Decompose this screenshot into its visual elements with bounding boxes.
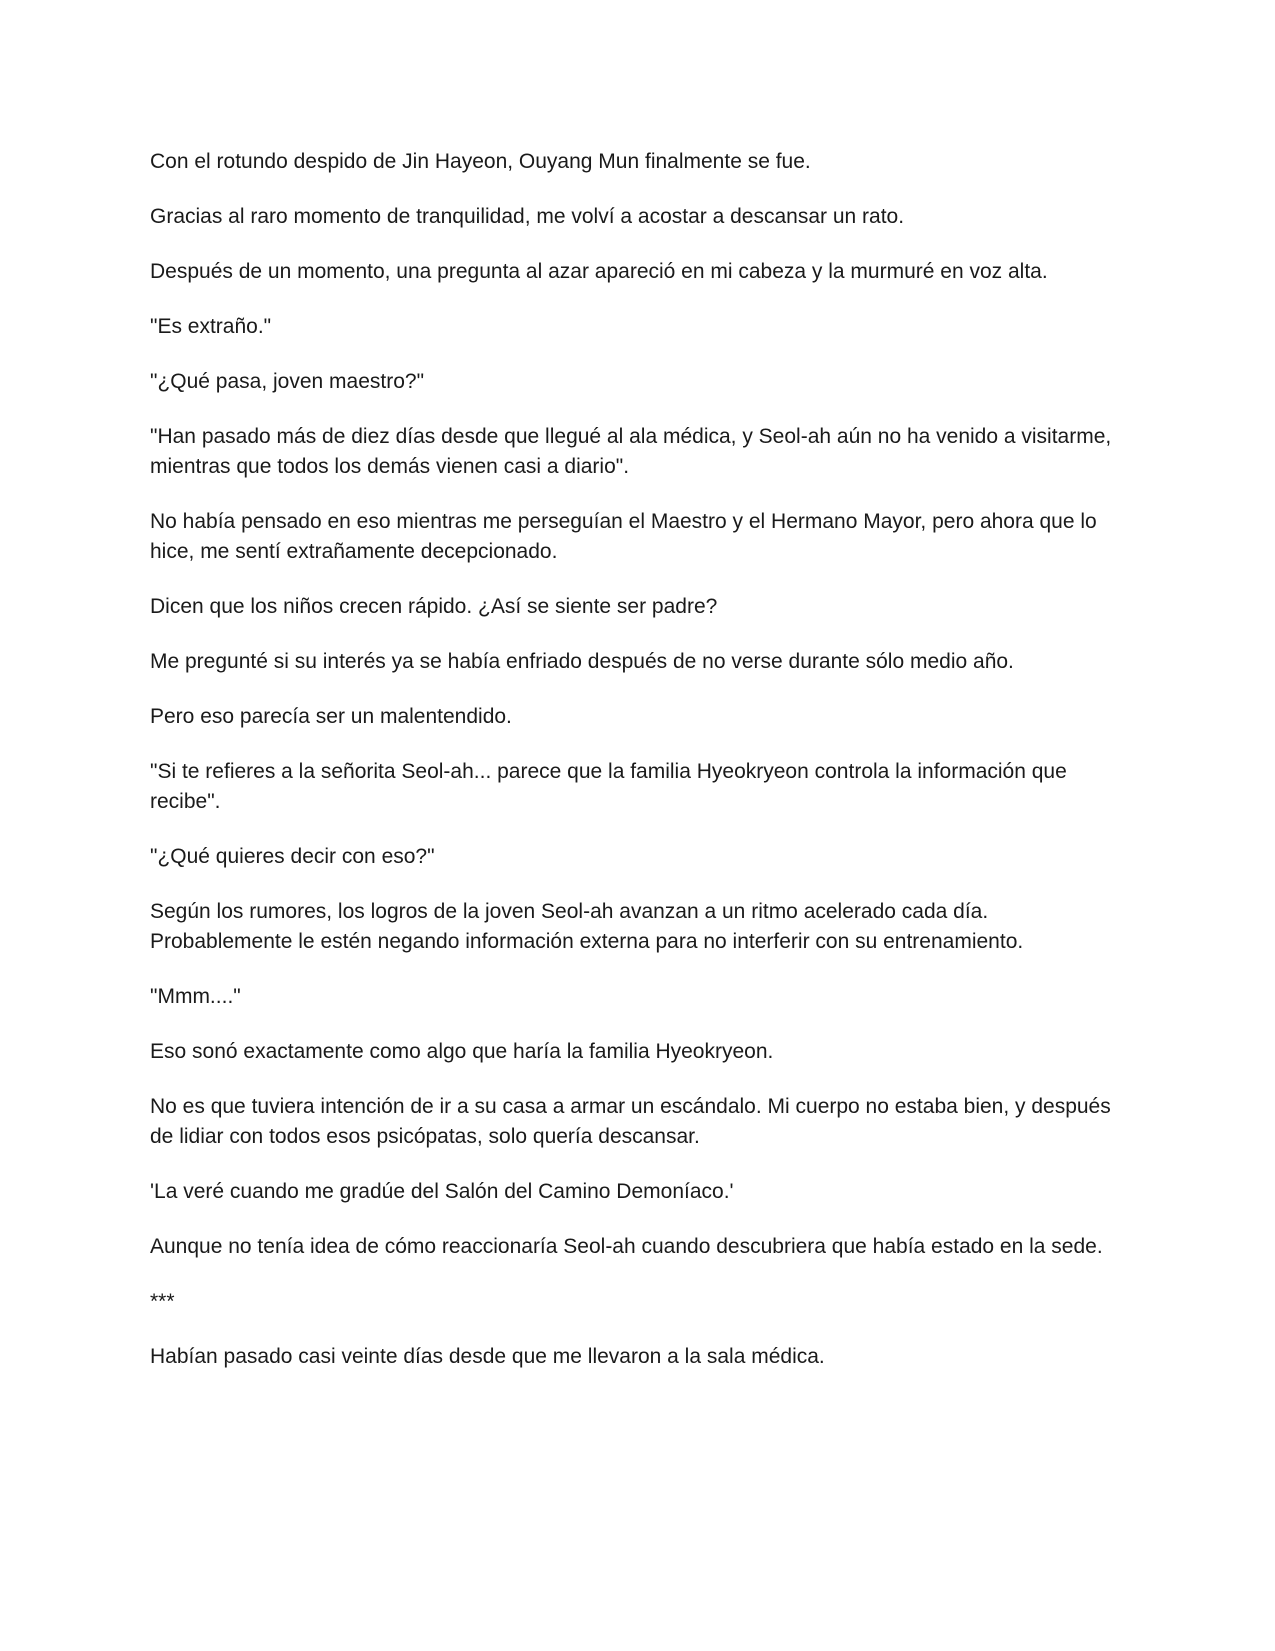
paragraph: "Han pasado más de diez días desde que llegué al ala médica, y Seol-ah aún no ha venido a visitarme, mientras que todos los demás vienen casi a diario". [150, 425, 1112, 478]
paragraph: "Si te refieres a la señorita Seol-ah... parece que la familia Hyeokryeon controla la información que recibe". [150, 760, 1067, 813]
paragraph: Gracias al raro momento de tranquilidad, me volví a acostar a descansar un rato. [150, 205, 905, 228]
paragraph: "Es extraño." [150, 315, 272, 338]
paragraph: Con el rotundo despido de Jin Hayeon, Ouyang Mun finalmente se fue. [150, 150, 811, 173]
paragraph: 'La veré cuando me gradúe del Salón del Camino Demoníaco.' [150, 1180, 734, 1203]
paragraph: Después de un momento, una pregunta al azar apareció en mi cabeza y la murmuré en voz alta. [150, 260, 1048, 283]
paragraph: Me pregunté si su interés ya se había enfriado después de no verse durante sólo medio año. [150, 650, 1014, 673]
paragraph: Pero eso parecía ser un malentendido. [150, 705, 512, 728]
paragraph: Aunque no tenía idea de cómo reaccionaría Seol-ah cuando descubriera que había estado en la sede. [150, 1235, 1103, 1258]
paragraph: Eso sonó exactamente como algo que haría la familia Hyeokryeon. [150, 1040, 774, 1063]
paragraph: "Mmm...." [150, 985, 241, 1008]
scene-break: *** [150, 1290, 175, 1313]
paragraph: Dicen que los niños crecen rápido. ¿Así se siente ser padre? [150, 595, 718, 618]
paragraph: Habían pasado casi veinte días desde que me llevaron a la sala médica. [150, 1345, 825, 1368]
paragraph: No es que tuviera intención de ir a su casa a armar un escándalo. Mi cuerpo no estaba bien, y después de lidiar con todos esos psicópatas, solo quería descansar. [150, 1095, 1111, 1148]
paragraph: Según los rumores, los logros de la joven Seol-ah avanzan a un ritmo acelerado cada día. Probablemente le estén negando información externa para no interferir con su entrenamiento. [150, 900, 1024, 953]
paragraph: "¿Qué pasa, joven maestro?" [150, 370, 425, 393]
paragraph: No había pensado en eso mientras me perseguían el Maestro y el Hermano Mayor, pero ahora que lo hice, me sentí extrañamente decepcionado. [150, 510, 1097, 563]
paragraph: "¿Qué quieres decir con eso?" [150, 845, 435, 868]
document-body [150, 147, 1120, 1397]
